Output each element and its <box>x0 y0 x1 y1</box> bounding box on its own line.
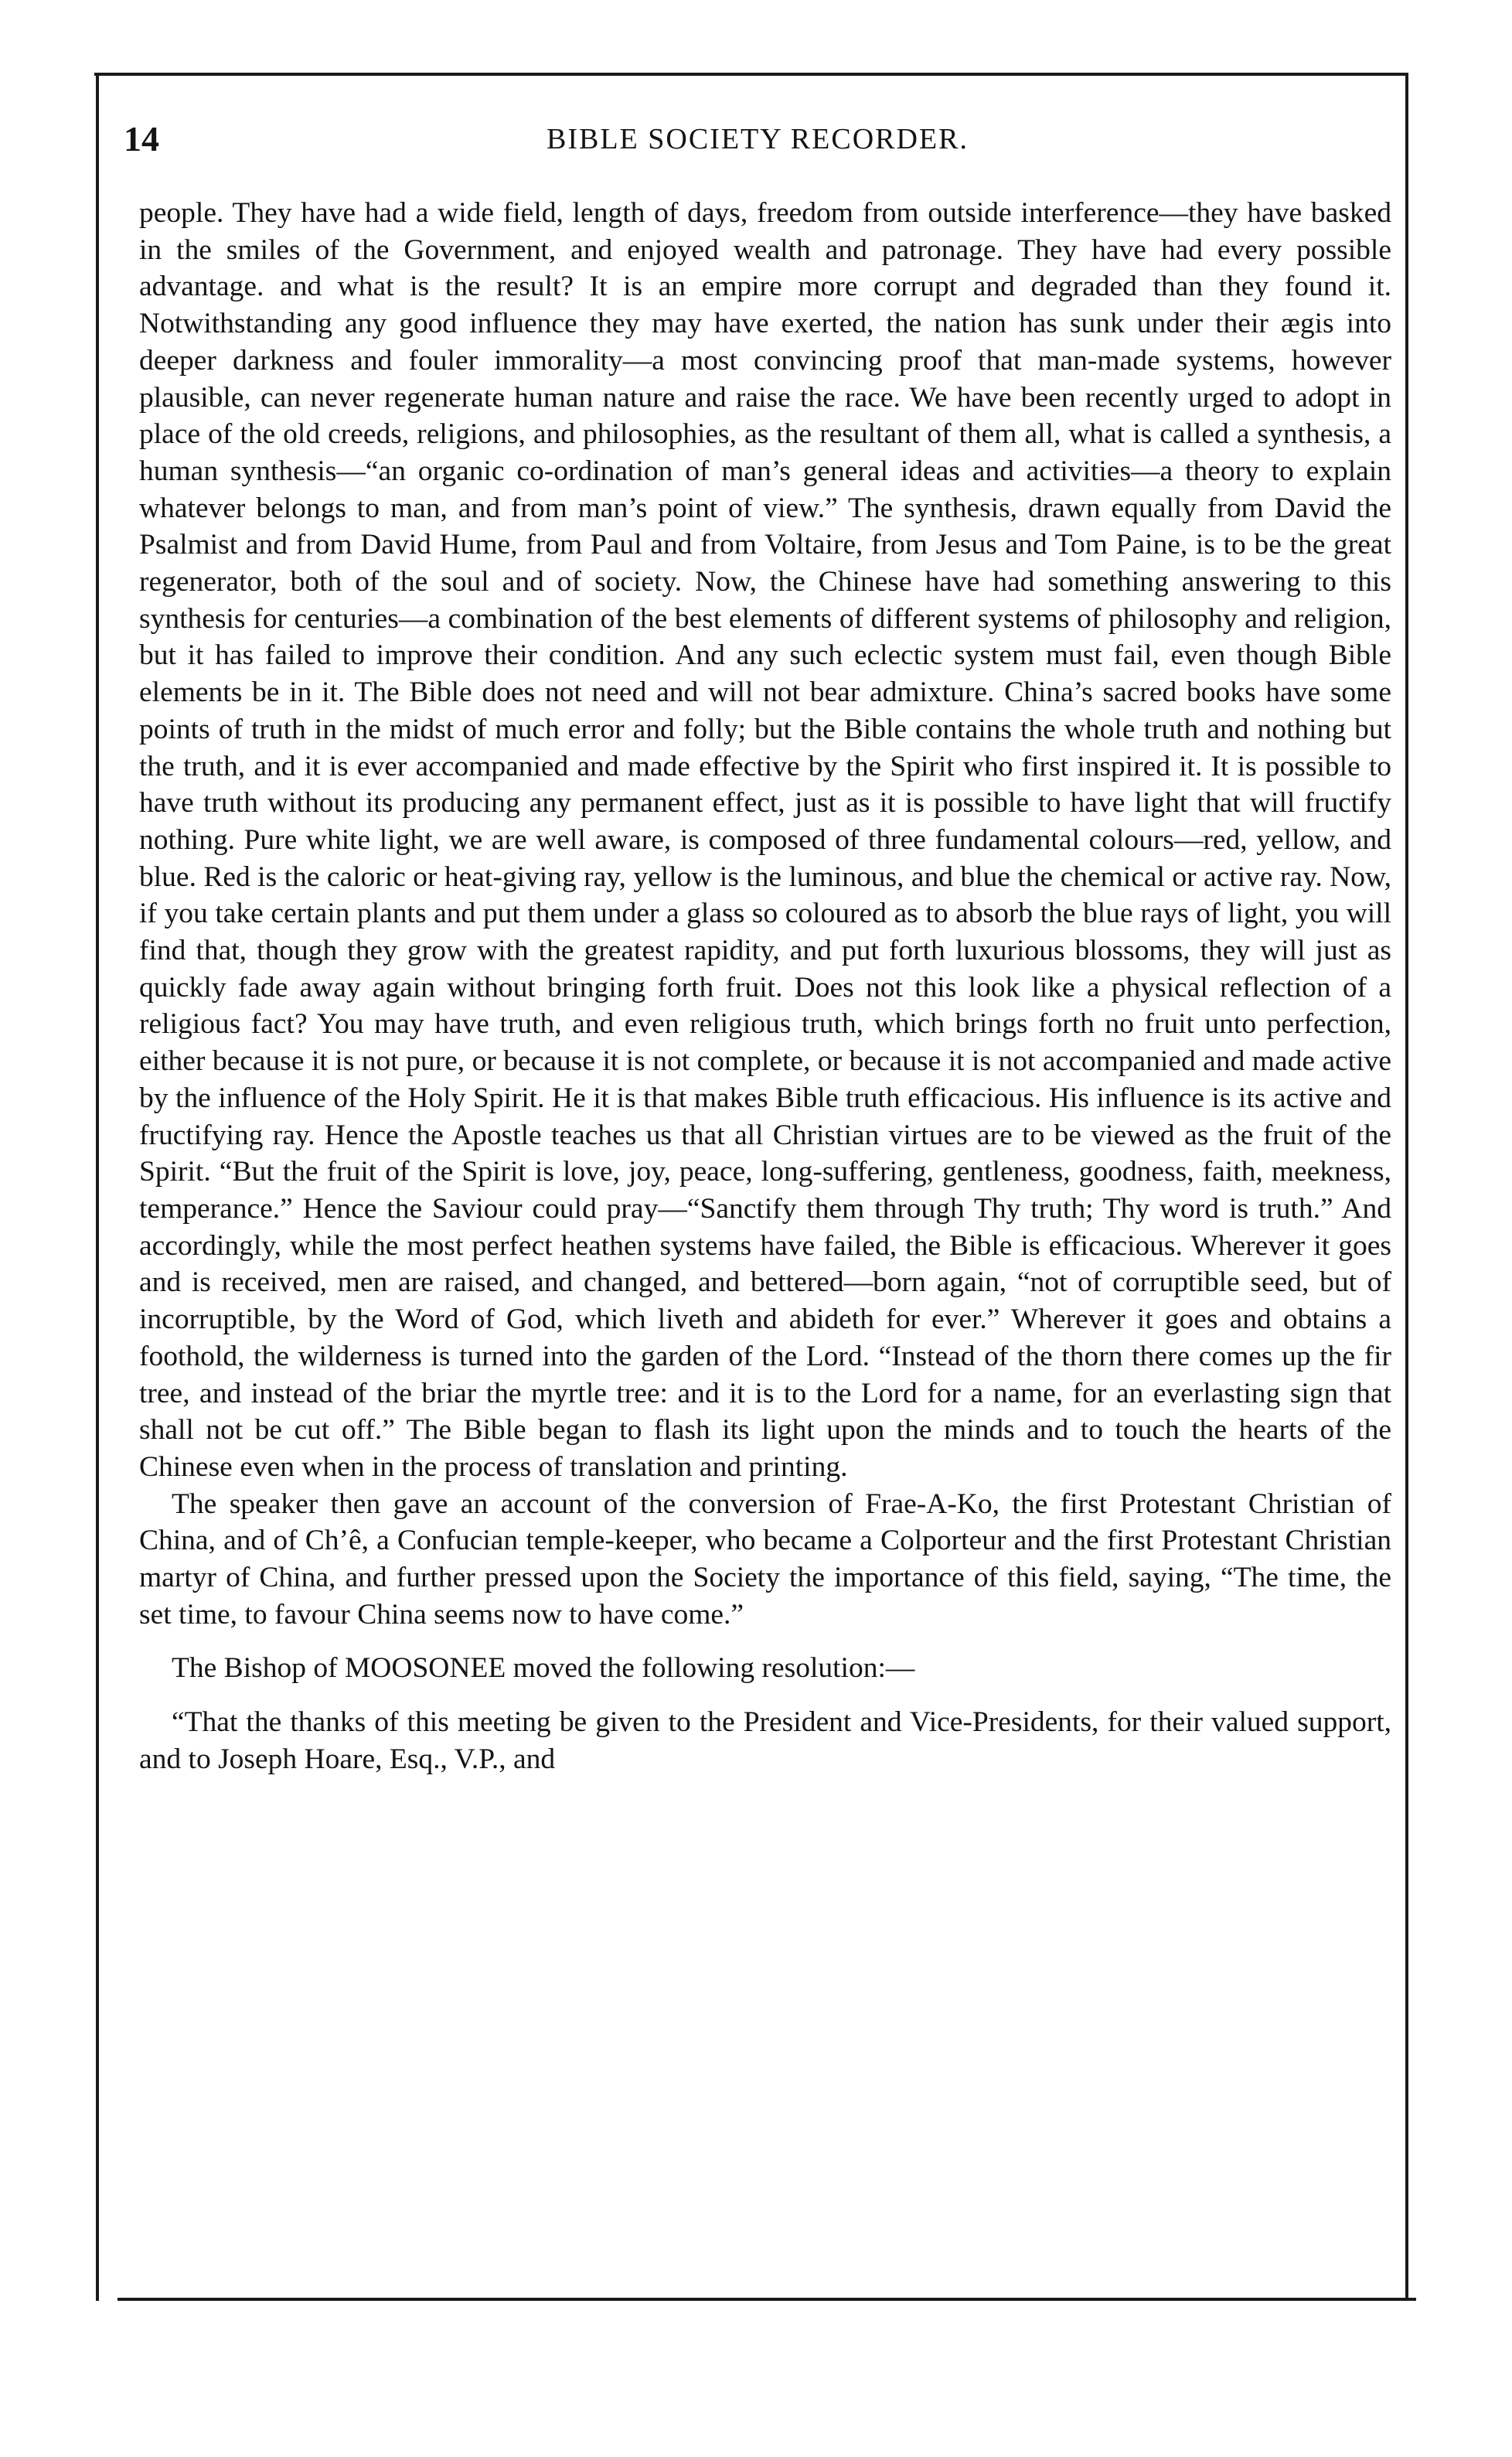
page-header <box>124 116 1391 162</box>
running-title: BIBLE SOCIETY RECORDER. <box>547 123 969 155</box>
right-rule <box>1405 74 1408 2301</box>
resolution-intro-paragraph: The Bishop of MOOSONEE moved the following resolution:— <box>172 1652 915 1685</box>
body-paragraph: people. They have had a wide field, length of days, freedom from outside interference—they have basked in the smiles of the Government, and enjoyed wealth and patronage. They have had every possible advantage. and what is the result? It is an empire more corrupt and degraded than they found it. Notwithstanding any good influence they may have exerted, the nation has sunk under their ægis into deeper darkness and fouler immorality—a most convincing proof that man-made systems, however plausible, can never regenerate human nature and raise the race. We have been recently urged to adopt in place of the old creeds, religions, and philosophies, as the resultant of them all, what is called a synthesis, a human synthesis—“an organic co-ordination of man’s general ideas and activities—a theory to explain whatever belongs to man, and from man’s point of view.” The synthesis, drawn equally from David the Psalmist and from David Hume, from Paul and from Voltaire, from Jesus and Tom Paine, is to be the great regenerator, both of the soul and of society. Now, the Chinese have had something answering to this synthesis for centuries—a combination of the best elements of different systems of philosophy and religion, but it has failed to improve their condition. And any such eclectic system must fail, even though Bible elements be in it. The Bible does not need and will not bear admixture. China’s sacred books have some points of truth in the midst of much error and folly; but the Bible contains the whole truth and nothing but the truth, and it is ever accompanied and made effective by the Spirit who first inspired it. It is possible to have truth without its producing any permanent effect, just as it is possible to have light that will fructify nothing. Pure white light, we are well aware, is composed of three fundamental colours—red, yellow, and blue. Red is the caloric or heat-giving ray, yellow is the luminous, and blue the chemical or active ray. Now, if you take certain plants and put them under a glass so coloured as to absorb the blue rays of light, you will find that, though they grow with the greatest rapidity, and put forth luxurious blossoms, they will just as quickly fade away again without bringing forth fruit. Does not this look like a physical reflection of a religious fact? You may have truth, and even religious truth, which brings forth no fruit unto perfection, either because it is not pure, or because it is not complete, or because it is not accompanied and made active by the influence of the Holy Spirit. He it is that makes Bible truth efficacious. His influence is its active and fructifying ray. Hence the Apostle teaches us that all Christian virtues are to be viewed as the fruit of the Spirit. “But the fruit of the Spirit is love, joy, peace, long-suffering, gentleness, goodness, faith, meekness, temperance.” Hence the Saviour could pray—“Sanctify them through Thy truth; Thy word is truth.” And accordingly, while the most perfect heathen systems have failed, the Bible is efficacious. Wherever it goes and is received, men are raised, and changed, and bettered—born again, “not of corruptible seed, but of incorruptible, by the Word of God, which liveth and abideth for ever.” Wherever it goes and obtains a foothold, the wilderness is turned into the garden of the Lord. “Instead of the thorn there comes up the fir tree, and instead of the briar the myrtle tree: and it is to the Lord for a name, for an everlasting sign that shall not be cut off.” The Bible began to flash its light upon the minds and to touch the hearts of the Chinese even when in the process of translation and printing. <box>139 197 1391 1483</box>
article-body <box>139 195 1391 1778</box>
bottom-rule <box>117 2298 1416 2301</box>
resolution-paragraph: “That the thanks of this meeting be given to the President and Vice-Presidents, for their valued support, and to Joseph Hoare, Esq., V.P., and <box>139 1706 1391 1775</box>
page-number: 14 <box>124 119 159 158</box>
speaker-account-paragraph: The speaker then gave an account of the conversion of Frae-A-Ko, the first Protestant Christian of China, and of Ch’ê, a Confucian temple-keeper, who became a Colporteur and the first Protestant Christian martyr of China, and further pressed upon the Society the importance of this field, saying, “The time, the set time, to favour China seems now to have come.” <box>139 1487 1391 1631</box>
left-rule <box>96 74 99 2301</box>
top-rule <box>94 73 1408 76</box>
